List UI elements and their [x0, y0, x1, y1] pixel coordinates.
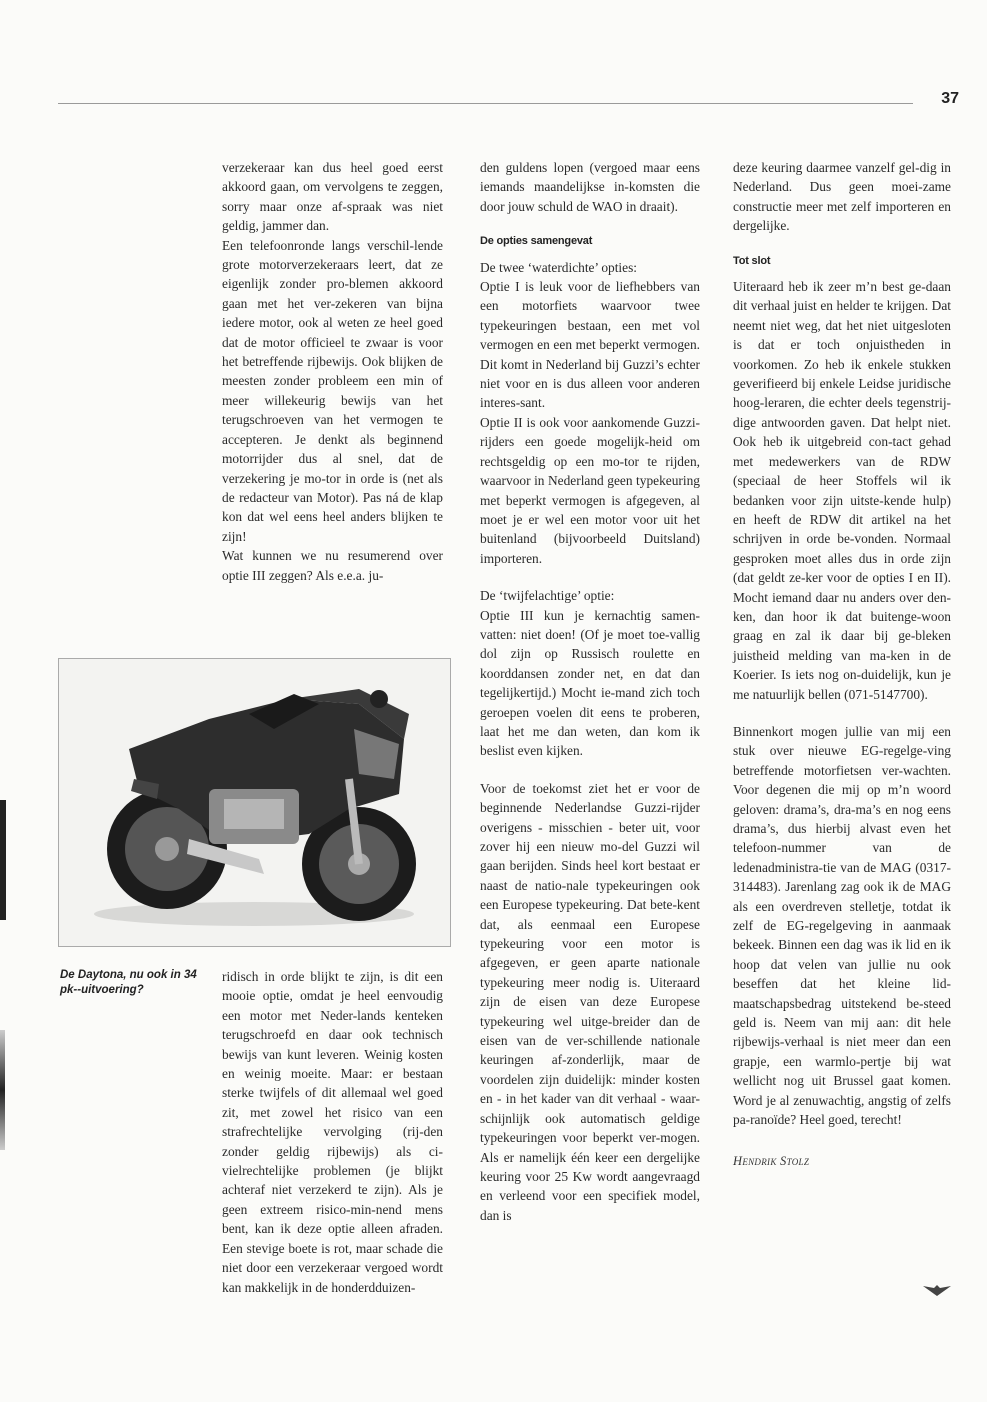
paragraph: Optie I is leuk voor de liefhebbers van een motorfiets waarvoor twee typekeuringen bestaan, een met vol vermogen en een met beperkt vermogen. Dit komt in Nederland bij Guzzi’s echter niet voor en is dus alleen voor anderen interes-sant. [480, 279, 700, 411]
motorcycle-illustration [59, 659, 450, 946]
paragraph: Wat kunnen we nu resumerend over optie III zeggen? Als e.e.a. ju- [222, 548, 443, 583]
photo-caption: De Daytona, nu ook in 34 pk--uitvoering? [60, 969, 197, 996]
paragraph: Binnenkort mogen jullie van mij een stuk over nieuwe EG-regelge-ving betreffende motorfietsen ver-wachten. Voor degenen die mij op m’n woord geloven: drama’s, dra-ma’s en nog eens drama’s, dus hierbij alvast even het telefoon-nummer van de ledenadministra-tie van de MAG (0317-314483). Jarenlang zag ook ik de MAG als een overdreven stelletje, totdat ik zelf de EG-regelgeving in aanmaak bekeek. Binnen een dag was ik lid en ik hoop dat velen van jullie nu ook beseffen dat het kleine lid-maatschapsbedrag uitstekend be-steed geld is. Neem van mij aan: dit hele rijbewijs-verhaal is niet meer dan een grapje, een warmlo-pertje bij wat wellicht nog uit Brussel gaat komen. Word je al zenuwachtig, angstig of zelfs pa-ranoïde? Heel goed, terecht! [733, 723, 951, 1128]
author-byline: Hendrik Stolz [733, 1153, 810, 1168]
motorcycle-photo [58, 658, 451, 947]
paragraph: ridisch in orde blijkt te zijn, is dit een mooie optie, omdat je heel eenvoudig een motor met Neder-lands kenteken terugschroefd en daar ook technisch bewijs van kunt leveren. Weinig kosten en weinig moeite. Maar: er bestaan sterke twijfels of dit allemaal wel goed zit, met zowel het risico van een strafrechtelijke vervolging (rij-den zonder geldig rijbewijs) als ci-vielrechtelijke problemen (je blijkt achteraf niet verzekerd te zijn). Als je geen extreem risico-min-nend mens bent, kan ik deze optie alleen afraden. Een stevige boete is rot, maar schade die niet door een verzekeraar vergoed wordt kan makkelijk in de honderdduizen- [222, 969, 443, 1295]
paragraph: De ‘twijfelachtige’ optie: [480, 588, 615, 604]
paragraph: Een telefoonronde langs verschil-lende grote motorverzekeraars leert, dat ze eigenlijk zonder pro-blemen akkoord gaan met het ver-zekeren van bijna iedere motor, ook al weten ze heel goed dat de motor officieel te zwaar is voor het betreffende rijbewijs. Ook blijken de meesten zonder probleem een min of meer willekeurig bewijs van het terugschroeven van het vermogen te accepteren. Je denkt als beginnend motorrijder dus al snel, dat de verzekering je mo-tor in orde is (net als de redacteur van Motor). Pas ná de klap kon dat wel eens heel anders blijken te zijn! [222, 237, 443, 544]
paragraph: Optie III kun je kernachtig samen-vatten: niet doen! (Of je moet toe-vallig dol zijn op Russisch roulette en koorddansen zonder net, en dat dan tegelijkertijd.) Mocht ie-mand zich toch geroepen voelen dit eens te proberen, laat het me dan weten, dan kom ik beslist even kijken. [480, 607, 700, 759]
paragraph: deze keuring daarmee vanzelf gel-dig in Nederland. Dus geen moei-zame constructie meer met zelf importeren en dergelijke. [733, 160, 951, 234]
page-number: 37 [941, 90, 959, 107]
eagle-logo-icon [922, 1282, 952, 1298]
page-edge-mark [0, 800, 6, 920]
paragraph: Uiteraard heb ik zeer m’n best ge-daan dit verhaal juist en helder te krijgen. Dat neemt niet weg, dat het niet uitgesloten is dat er toch onjuistheden in voorkomen. Zo heb ik enkele stukken geverifieerd bij enkele Leidse juridische hoog-leraren, die echter deels tegenstrij-dige antwoorden gaven. Dat helpt niet. Ook heb ik uitgebreid con-tact gehad met medewerkers van de RDW (speciaal de heer Stoffels wil ik bedanken voor zijn uitste-kende hulp) en heeft de RDW dit artikel na het schrijven in orde be-vonden. Normaal gesproken moet alles dus in orde zijn (dat geldt ze-ker voor de opties I en II). Mocht iemand daar nu anders over den-ken, dan hoor ik dat buitenge-woon graag en zal ik daar bij ge-bleken juistheid melding van ma-ken in de Koerier. Is iets nog on-duidelijk, kun je me natuurlijk bellen (071-5147700). [733, 279, 951, 702]
page-edge-mark [0, 1030, 5, 1150]
column-3 [733, 158, 951, 1171]
section-heading: De opties samengevat [480, 235, 593, 248]
column-1-bottom [222, 967, 443, 1297]
paragraph: Voor de toekomst ziet het er voor de beginnende Nederlandse Guzzi-rijder overigens - misschien - beter uit, voor zover hij een nieuw mo-del Guzzi wil gaan berijden. Sinds heel kort bestaat er naast de natio-nale typekeuringen ook een Europese typekeuring. Dat bete-kent dat, als eenmaal een Europese typekeuring voor een motor is afgegeven, er geen aparte nationale typekeuring meer nodig is. Uiteraard zijn de eisen van deze Europese typekeuring wel uitge-breider dan de eisen van de ver-schillende nationale keuringen af-zonderlijk, maar de voordelen zijn duidelijk: minder kosten en - in het kader van dit verhaal - waar-schijnlijk ook automatisch geldige typekeuringen voor beperkt ver-mogen. Als er namelijk één keer een dergelijke keuring voor 25 Kw wordt aangevraagd en verleend voor een specifiek model, dan is [480, 780, 700, 1223]
header-rule [58, 103, 913, 104]
section-heading: Tot slot [733, 254, 771, 267]
paragraph: Optie II is ook voor aankomende Guzzi-rijders een goede mogelijk-heid om rechtsgeldig op een mo-tor te rijden, waarvoor in Nederland geen typekeuring met beperkt vermogen is afgegeven, al moet je er wel een motor voor uit het buitenland (bijvoorbeeld Duitsland) importeren. [480, 414, 700, 566]
paragraph: De twee ‘waterdichte’ opties: [480, 259, 638, 275]
paragraph: verzekeraar kan dus heel goed eerst akkoord gaan, om vervolgens te zeggen, sorry maar onze af-spraak was niet geldig, jammer dan. [222, 160, 443, 234]
paragraph: den guldens lopen (vergoed maar eens iemands maandelijkse in-komsten die door jouw schuld de WAO in draait). [480, 160, 700, 214]
column-2 [480, 158, 700, 1225]
column-1-top [222, 158, 443, 585]
